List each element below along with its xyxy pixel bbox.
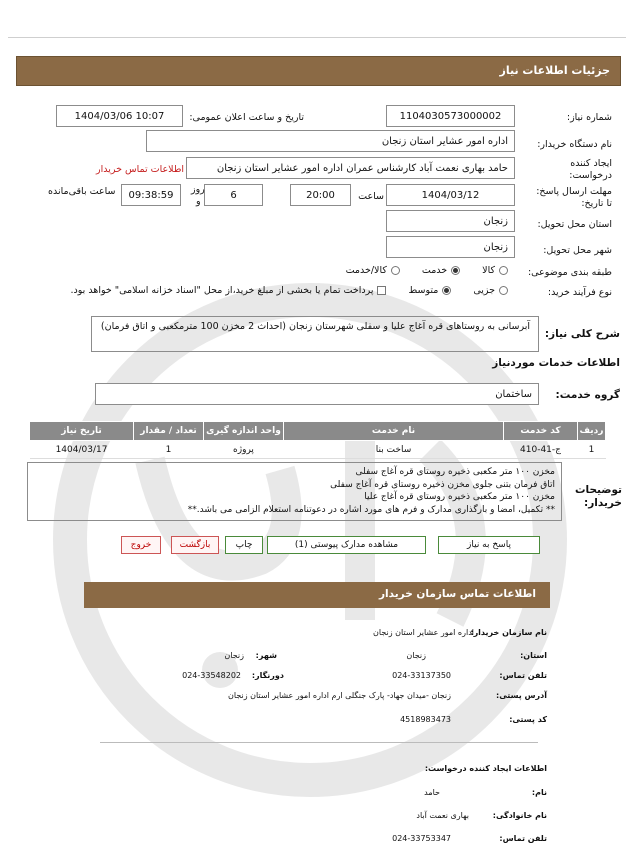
contact-divider — [100, 742, 538, 743]
cell-service-code: ج-41-410 — [504, 441, 578, 459]
attachments-button[interactable]: مشاهده مدارک پیوستی (1) — [267, 536, 426, 554]
last-name-label: نام خانوادگی: — [492, 811, 547, 820]
print-button[interactable]: چاپ — [225, 536, 263, 554]
province-contact-value: زنجان — [406, 651, 426, 660]
deadline-label: مهلت ارسال پاسخ: تا تاریخ: — [536, 186, 612, 209]
cell-need-date: 1404/03/17 — [30, 441, 134, 459]
services-table-wrap — [29, 421, 606, 459]
category-option-goods: کالا — [482, 265, 495, 276]
cell-quantity: 1 — [134, 441, 204, 459]
process-radio-medium[interactable] — [442, 286, 451, 295]
table-row — [30, 441, 606, 459]
day-label: روز — [191, 184, 205, 195]
days-remaining-field: 6 — [204, 184, 263, 206]
first-name-label: نام: — [531, 788, 547, 797]
announce-label: تاریخ و ساعت اعلان عمومی: — [189, 112, 304, 123]
buyer-label: نام دستگاه خریدار: — [537, 139, 612, 150]
remaining-time-field: 09:38:59 — [121, 184, 181, 206]
deadline-time-field: 20:00 — [290, 184, 351, 206]
category-option-both: کالا/خدمت — [345, 265, 387, 276]
need-number-label: شماره نیاز: — [566, 112, 612, 123]
col-unit: واحد اندازه گیری — [204, 422, 284, 441]
category-radio-both[interactable] — [391, 266, 400, 275]
creator-field: حامد بهاری نعمت آباد کارشناس عمران اداره امور عشایر استان زنجان — [186, 157, 515, 179]
creator-label: ایجاد کننده درخواست: — [569, 158, 612, 181]
announce-datetime: 1404/03/06 10:07 — [56, 105, 183, 127]
province-contact-label: استان: — [520, 651, 547, 660]
services-table-header — [30, 422, 606, 441]
process-label: نوع فرآیند خرید: — [547, 287, 612, 298]
last-name-value: بهاری نعمت آباد — [416, 811, 469, 820]
process-option-medium: متوسط — [408, 285, 439, 296]
back-button[interactable]: بازگشت — [171, 536, 219, 554]
notes-line: ** تکمیل، امضا و بارگذاری مدارک و فرم های مورد اشاره در دعوتنامه استعلام الزامی می باشد.** — [187, 504, 555, 515]
creator-info-title: اطلاعات ایجاد کننده درخواست: — [424, 764, 547, 773]
summary-label: شرح کلی نیاز: — [544, 328, 620, 340]
category-option-service: خدمت — [421, 265, 448, 276]
services-table — [29, 421, 606, 459]
process-radio-group — [71, 285, 509, 296]
notes-line: اتاق فرمان بتنی جلوی مخزن ذخیره روستای قره آغاج سفلی — [330, 479, 555, 490]
col-service-name: نام خدمت — [284, 422, 504, 441]
creator-phone-label: تلفن تماس: — [499, 834, 547, 843]
contact-title: اطلاعات تماس سازمان خریدار — [379, 588, 536, 600]
top-divider — [8, 37, 626, 38]
first-name-value: حامد — [424, 788, 440, 797]
buyer-field: اداره امور عشایر استان زنجان — [146, 130, 515, 152]
notes-label: توضیحات خریدار: — [574, 484, 622, 509]
contact-header — [84, 582, 550, 608]
category-radio-group — [346, 265, 508, 276]
page-title: جزئیات اطلاعات نیاز — [499, 64, 610, 77]
service-group-label: گروه خدمت: — [555, 389, 620, 401]
category-radio-service[interactable] — [451, 266, 460, 275]
phone-value: 024-33137350 — [392, 671, 451, 680]
postal-value: 4518983473 — [400, 715, 451, 724]
col-quantity: تعداد / مقدار — [134, 422, 204, 441]
address-value: زنجان -میدان جهاد- پارک جنگلی ارم اداره امور عشایر استان زنجان — [228, 691, 451, 700]
category-label: طبقه بندی موضوعی: — [527, 267, 612, 278]
fax-value: 024-33548202 — [182, 671, 241, 680]
deadline-date-field: 1404/03/12 — [386, 184, 515, 206]
service-group-field: ساختمان — [95, 383, 539, 405]
address-label: آدرس پستی: — [496, 691, 547, 700]
summary-field: آبرسانی به روستاهای قره آغاج علیا و سفلی شهرستان زنجان (احداث 2 مخزن 100 مترمکعبی و اتاق فرمان) — [91, 316, 539, 352]
cell-service-name: ساخت بنا — [284, 441, 504, 459]
province-label: استان محل تحویل: — [537, 219, 612, 230]
deadline-time-label: ساعت — [358, 191, 384, 202]
postal-label: کد پستی: — [509, 715, 547, 724]
col-service-code: کد خدمت — [504, 422, 578, 441]
notes-box — [27, 462, 562, 521]
col-row: ردیف — [578, 422, 606, 441]
services-section-title: اطلاعات خدمات موردنیاز — [492, 357, 620, 369]
process-radio-minor[interactable] — [499, 286, 508, 295]
notes-line: مخزن ۱۰۰ متر مکعبی ذخیره روستای قره آغاج علیا — [364, 492, 555, 502]
org-label: نام سازمان خریدار: — [470, 628, 547, 637]
cell-unit: پروژه — [204, 441, 284, 459]
exit-button[interactable]: خروج — [121, 536, 161, 554]
category-radio-goods[interactable] — [499, 266, 508, 275]
city-contact-value: زنجان — [224, 651, 244, 660]
phone-label: تلفن تماس: — [499, 671, 547, 680]
province-field: زنجان — [386, 210, 515, 232]
need-number-field: 1104030573000002 — [386, 105, 515, 127]
buyer-contact-link[interactable]: اطلاعات تماس خریدار — [96, 164, 185, 175]
creator-phone-value: 024-33753347 — [392, 834, 451, 843]
treasury-payment-checkbox[interactable] — [377, 286, 386, 295]
city-contact-label: شهر: — [255, 651, 277, 660]
treasury-payment-note: پرداخت تمام یا بخشی از مبلغ خرید،از محل "اسناد خزانه اسلامی" خواهد بود. — [70, 285, 374, 296]
cell-row: 1 — [578, 441, 606, 459]
notes-line: مخزن ۱۰۰ متر مکعبی ذخیره روستای قره آغاج سفلی — [355, 467, 555, 477]
org-value: اداره امور عشایر استان زنجان — [373, 628, 474, 637]
and-label: و — [196, 196, 201, 207]
city-label: شهر محل تحویل: — [543, 245, 612, 256]
fax-label: دورنگار: — [251, 671, 284, 680]
details-header — [16, 56, 621, 86]
city-field: زنجان — [386, 236, 515, 258]
process-option-minor: جزیی — [473, 285, 495, 296]
reply-button[interactable]: پاسخ به نیاز — [438, 536, 540, 554]
remaining-time-label: ساعت باقی‌مانده — [48, 186, 116, 197]
col-need-date: تاریخ نیاز — [30, 422, 134, 441]
